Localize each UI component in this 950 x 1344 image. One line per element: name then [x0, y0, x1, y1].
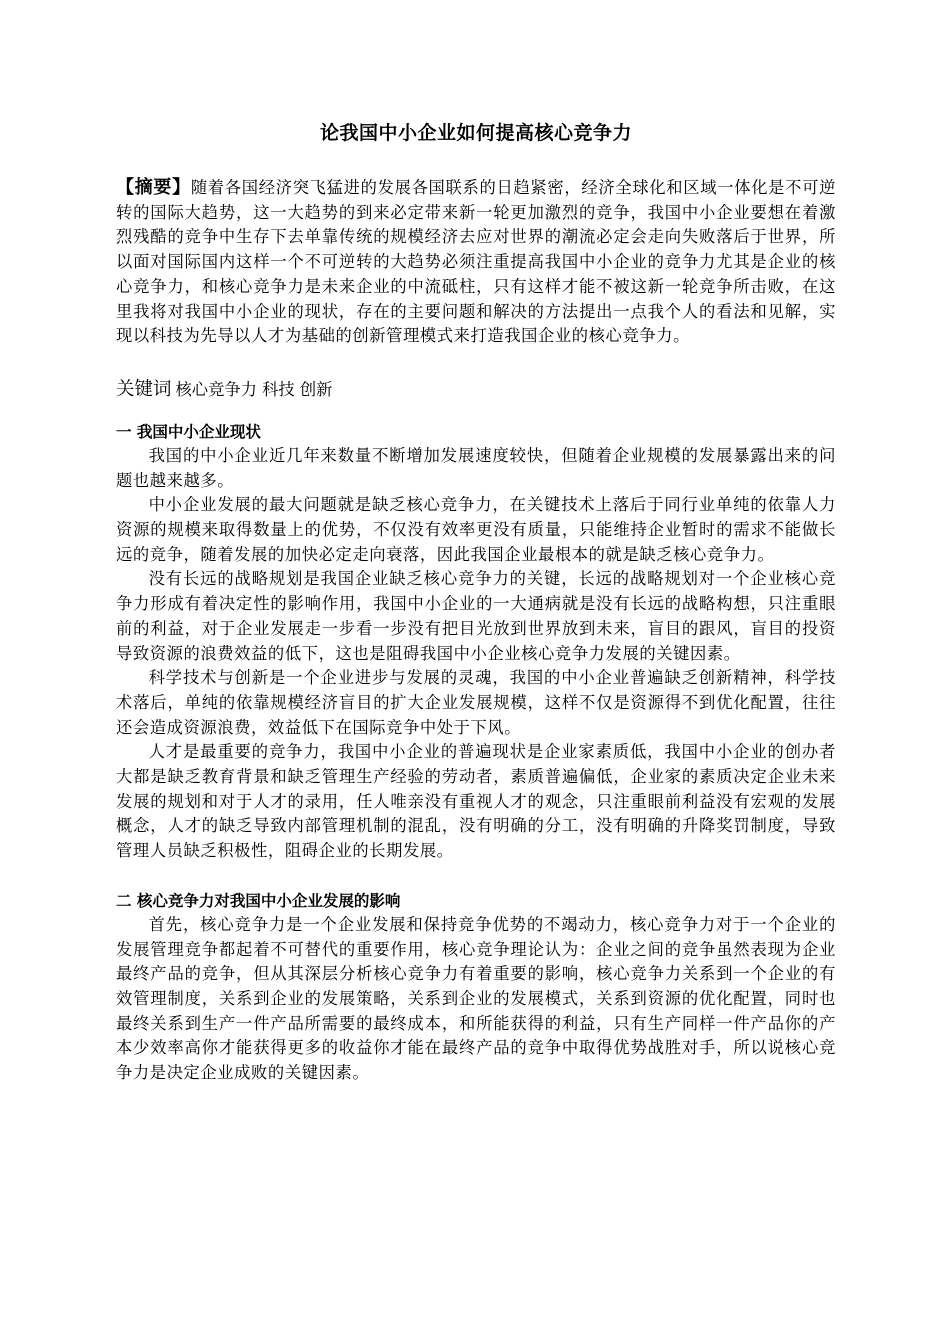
paragraph: 人才是最重要的竞争力，我国中小企业的普遍现状是企业家素质低，我国中小企业的创办者大都是缺乏教育背景和缺乏管理生产经验的劳动者，素质普遍偏低，企业家的素质决定企业未来发展的规划和对于人才的录用，任人唯亲没有重视人才的观念，只注重眼前利益没有宏观的发展概念，人才的缺乏导致内部管理机制的混乱，没有明确的分工，没有明确的升降奖罚制度，导致管理人员缺乏积极性，阻碍企业的长期发展。: [116, 742, 836, 861]
keywords-label: 关键词: [116, 378, 172, 400]
section-current-status: [116, 420, 836, 864]
paragraph: 中小企业发展的最大问题就是缺乏核心竞争力，在关键技术上落后于同行业单纯的依靠人力资源的规模来取得数量上的优势，不仅没有效率更没有质量，只能维持企业暂时的需求不能做长远的竞争，随着发展的加快必定走向衰落，因此我国企业最根本的就是缺乏核心竞争力。: [116, 495, 836, 564]
paragraph: 没有长远的战略规划是我国企业缺乏核心竞争力的关键，长远的战略规划对一个企业核心竞争力形成有着决定性的影响作用，我国中小企业的一大通病就是没有长远的战略构想，只注重眼前的利益，对于企业发展走一步看一步没有把目光放到世界放到未来，盲目的跟风，盲目的投资导致资源的浪费效益的低下，这也是阻碍我国中小企业核心竞争力发展的关键因素。: [116, 569, 836, 663]
abstract-text: 随着各国经济突飞猛进的发展各国联系的日趋紧密，经济全球化和区域一体化是不可逆转的国际大趋势，这一大趋势的到来必定带来新一轮更加激烈的竞争，我国中小企业要想在着激烈残酷的竞争中生存下去单靠传统的规模经济去应对世界的潮流必定会走向失败落后于世界，所以面对国际国内这样一个不可逆转的大趋势必须注重提高我国中小企业的竞争力尤其是企业的核心竞争力，和核心竞争力是未来企业的中流砥柱，只有这样才能不被这新一轮竞争所击败，在这里我将对我国中小企业的现状，存在的主要问题和解决的方法提出一点我个人的看法和见解，实现以科技为先导以人才为基础的创新管理模式来打造我国企业的核心竞争力。: [116, 178, 836, 346]
document-title: 论我国中小企业如何提高核心竞争力: [319, 122, 632, 144]
section-heading: 一 我国中小企业现状: [116, 422, 261, 441]
paragraph: 科学技术与创新是一个企业进步与发展的灵魂，我国的中小企业普遍缺乏创新精神，科学技术落后，单纯的依靠规模经济盲目的扩大企业发展规模，这样不仅是资源得不到优化配置，往往还会造成资源浪费，效益低下在国际竞争中处于下风。: [116, 668, 836, 737]
abstract-label: 【摘要】: [116, 177, 191, 198]
section-core-competence-impact: [116, 889, 836, 1086]
section-heading: 二 核心竞争力对我国中小企业发展的影响: [116, 891, 401, 910]
paragraph: 我国的中小企业近几年来数量不断增加发展速度较快，但随着企业规模的发展暴露出来的问题也越来越多。: [116, 445, 836, 490]
keywords-value: 核心竞争力 科技 创新: [175, 379, 333, 399]
paragraph: 首先，核心竞争力是一个企业发展和保持竞争优势的不竭动力，核心竞争力对于一个企业的发展管理竞争都起着不可替代的重要作用，核心竞争理论认为：企业之间的竞争虽然表现为企业最终产品的竞争，但从其深层分析核心竞争力有着重要的影响，核心竞争力关系到一个企业的有效管理制度，关系到企业的发展策略，关系到企业的发展模式，关系到资源的优化配置，同时也最终关系到生产一件产品所需要的最终成本，和所能获得的利益，只有生产同样一件产品你的产本少效率高你才能获得更多的收益你才能在最终产品的竞争中取得优势战胜对手，所以说核心竞争力是决定企业成败的关键因素。: [116, 914, 836, 1083]
document-page: [116, 118, 836, 1086]
keywords: [116, 375, 836, 405]
abstract: [116, 176, 836, 349]
